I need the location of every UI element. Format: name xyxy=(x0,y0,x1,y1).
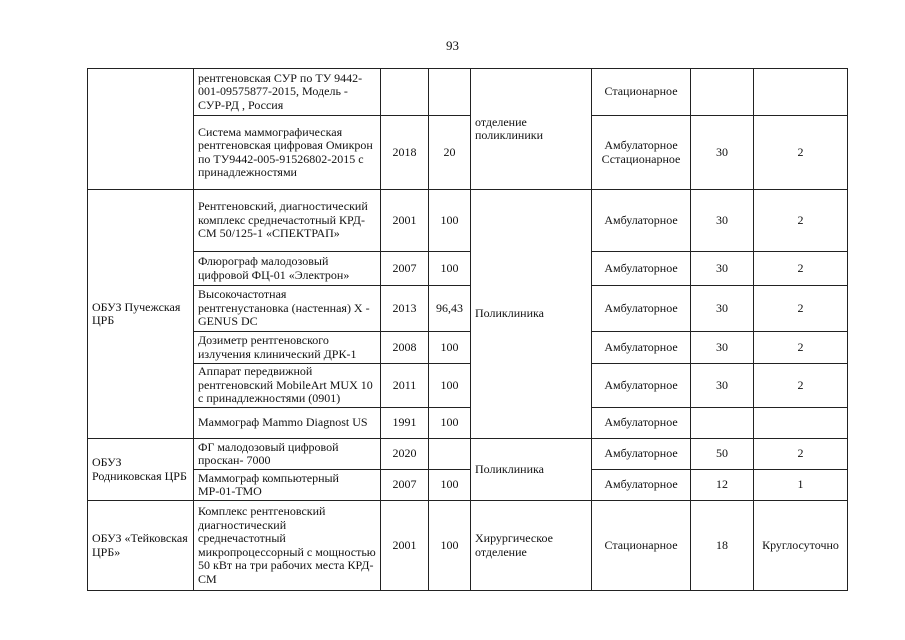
wear-cell: 100 xyxy=(429,470,471,501)
equipment-name-cell: Комплекс рентгеновский диагностический среднечастотный микропроцессорный с мощностью 50 кВт на три рабочих места КРД-СМ xyxy=(194,501,381,591)
year-cell xyxy=(381,69,429,116)
load-cell xyxy=(691,69,754,116)
year-cell: 2008 xyxy=(381,332,429,364)
wear-cell: 100 xyxy=(429,332,471,364)
schedule-cell: 2 xyxy=(754,364,848,408)
year-cell: 2020 xyxy=(381,439,429,470)
load-cell: 30 xyxy=(691,190,754,252)
table-row xyxy=(88,190,848,252)
mode-cell: Амбулаторное xyxy=(592,439,691,470)
equipment-name-cell: ФГ малодозовый цифровой проскан- 7000 xyxy=(194,439,381,470)
equipment-name-cell: Флюрограф малодозовый цифровой ФЦ-01 «Электрон» xyxy=(194,252,381,286)
organization-cell: ОБУЗ Пучежская ЦРБ xyxy=(88,190,194,439)
equipment-name-cell: Аппарат передвижной рентгеновский MobileArt MUX 10 с принадлежностями (0901) xyxy=(194,364,381,408)
equipment-name-cell: Высокочастотная рентгенустановка (настенная) X - GENUS DC xyxy=(194,286,381,332)
mode-cell: Амбулаторное Сстационарное xyxy=(592,116,691,190)
wear-cell: 100 xyxy=(429,501,471,591)
table-row xyxy=(88,364,848,408)
table-row xyxy=(88,69,848,116)
year-cell: 2007 xyxy=(381,252,429,286)
wear-cell: 96,43 xyxy=(429,286,471,332)
schedule-cell: Круглосуточно xyxy=(754,501,848,591)
mode-cell: Амбулаторное xyxy=(592,286,691,332)
organization-cell: ОБУЗ «Тейковская ЦРБ» xyxy=(88,501,194,591)
schedule-cell xyxy=(754,69,848,116)
table-row xyxy=(88,116,848,190)
department-cell: Поликлиника xyxy=(471,190,592,439)
year-cell: 2018 xyxy=(381,116,429,190)
mode-cell: Стационарное xyxy=(592,501,691,591)
load-cell: 12 xyxy=(691,470,754,501)
equipment-table xyxy=(87,68,848,591)
load-cell xyxy=(691,408,754,439)
mode-cell: Стационарное xyxy=(592,69,691,116)
schedule-cell: 2 xyxy=(754,332,848,364)
equipment-name-cell: Маммограф компьютерный МР-01-ТМО xyxy=(194,470,381,501)
wear-cell: 100 xyxy=(429,408,471,439)
mode-cell: Амбулаторное xyxy=(592,332,691,364)
schedule-cell: 2 xyxy=(754,439,848,470)
wear-cell: 20 xyxy=(429,116,471,190)
page-number: 93 xyxy=(446,38,459,53)
schedule-cell: 2 xyxy=(754,116,848,190)
schedule-cell: 2 xyxy=(754,286,848,332)
wear-cell xyxy=(429,69,471,116)
year-cell: 2001 xyxy=(381,501,429,591)
load-cell: 30 xyxy=(691,286,754,332)
schedule-cell xyxy=(754,408,848,439)
mode-cell: Амбулаторное xyxy=(592,470,691,501)
year-cell: 2001 xyxy=(381,190,429,252)
table-row xyxy=(88,439,848,470)
equipment-name-cell: Маммограф Mammo Diagnost US xyxy=(194,408,381,439)
year-cell: 2007 xyxy=(381,470,429,501)
schedule-cell: 2 xyxy=(754,190,848,252)
department-cell: отделение поликлиники xyxy=(471,69,592,190)
mode-cell: Амбулаторное xyxy=(592,190,691,252)
table-row xyxy=(88,501,848,591)
mode-cell: Амбулаторное xyxy=(592,252,691,286)
equipment-name-cell: Дозиметр рентгеновского излучения клинический ДРК-1 xyxy=(194,332,381,364)
load-cell: 30 xyxy=(691,116,754,190)
year-cell: 2013 xyxy=(381,286,429,332)
mode-cell: Амбулаторное xyxy=(592,364,691,408)
table-row xyxy=(88,470,848,501)
organization-cell xyxy=(88,69,194,190)
load-cell: 30 xyxy=(691,252,754,286)
load-cell: 18 xyxy=(691,501,754,591)
schedule-cell: 1 xyxy=(754,470,848,501)
department-cell: Хирургическое отделение xyxy=(471,501,592,591)
equipment-name-cell: Рентгеновский, диагностический комплекс среднечастотный КРД-СМ 50/125-1 «СПЕКТРАП» xyxy=(194,190,381,252)
wear-cell xyxy=(429,439,471,470)
year-cell: 2011 xyxy=(381,364,429,408)
wear-cell: 100 xyxy=(429,190,471,252)
wear-cell: 100 xyxy=(429,252,471,286)
table-row xyxy=(88,408,848,439)
load-cell: 50 xyxy=(691,439,754,470)
table-row xyxy=(88,252,848,286)
table-row xyxy=(88,332,848,364)
load-cell: 30 xyxy=(691,364,754,408)
table-row xyxy=(88,286,848,332)
equipment-name-cell: рентгеновская СУР по ТУ 9442-001-09575877-2015, Модель - СУР-РД , Россия xyxy=(194,69,381,116)
equipment-name-cell: Система маммографическая рентгеновская цифровая Омикрон по ТУ9442-005-91526802-2015 с принадлежностями xyxy=(194,116,381,190)
organization-cell: ОБУЗ Родниковская ЦРБ xyxy=(88,439,194,501)
schedule-cell: 2 xyxy=(754,252,848,286)
mode-cell: Амбулаторное xyxy=(592,408,691,439)
department-cell: Поликлиника xyxy=(471,439,592,501)
load-cell: 30 xyxy=(691,332,754,364)
wear-cell: 100 xyxy=(429,364,471,408)
year-cell: 1991 xyxy=(381,408,429,439)
